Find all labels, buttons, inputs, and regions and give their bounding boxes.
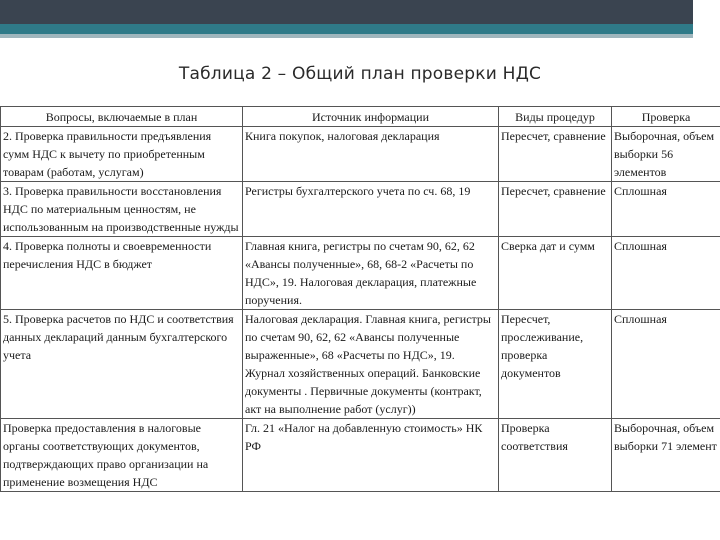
table-row: [1, 237, 720, 310]
column-header-questions: Вопросы, включаемые в план: [1, 107, 243, 127]
cell-source: Главная книга, регистры по счетам 90, 62, 62 «Авансы полученные», 68, 68-2 «Расчеты по НДС», 19. Налоговая декларация, платежные поручения.: [243, 237, 499, 310]
cell-procedure: Пересчет, сравнение: [499, 182, 612, 237]
table-row: [1, 127, 720, 182]
cell-question: 4. Проверка полноты и своевременности перечисления НДС в бюджет: [1, 237, 243, 310]
cell-question: 3. Проверка правильности восстановления НДС по материальным ценностям, не использованным на производственные нужды: [1, 182, 243, 237]
cell-question: 5. Проверка расчетов по НДС и соответствия данных деклараций данным бухгалтерского учета: [1, 310, 243, 419]
table-row: [1, 182, 720, 237]
cell-question: Проверка предоставления в налоговые органы соответствующих документов, подтверждающих право организации на применение возмещения НДС: [1, 419, 243, 492]
column-header-check: Проверка: [612, 107, 720, 127]
cell-procedure: Сверка дат и сумм: [499, 237, 612, 310]
cell-source: Книга покупок, налоговая декларация: [243, 127, 499, 182]
column-header-source: Источник информации: [243, 107, 499, 127]
cell-check: Сплошная: [612, 237, 720, 310]
cell-check: Сплошная: [612, 182, 720, 237]
cell-procedure: Пересчет, сравнение: [499, 127, 612, 182]
cell-procedure: Проверка соответствия: [499, 419, 612, 492]
cell-source: Налоговая декларация. Главная книга, регистры по счетам 90, 62, 62 «Авансы полученные выраженные», 68 «Расчеты по НДС», 19. Журнал хозяйственных операций. Банковские документы . Первичные документы (контракт, акт на выполнение работ (услуг)): [243, 310, 499, 419]
cell-check: Сплошная: [612, 310, 720, 419]
header-band-dark: [0, 0, 693, 24]
table-row: [1, 419, 720, 492]
cell-check: Выборочная, объем выборки 56 элементов: [612, 127, 720, 182]
column-header-procedures: Виды процедур: [499, 107, 612, 127]
table-row: [1, 310, 720, 419]
cell-question: 2. Проверка правильности предъявления сумм НДС к вычету по приобретенным товарам (работам, услугам): [1, 127, 243, 182]
cell-source: Гл. 21 «Налог на добавленную стоимость» НК РФ: [243, 419, 499, 492]
vat-audit-plan-table: [0, 106, 720, 492]
table-header-row: [1, 107, 720, 127]
header-decoration: [0, 0, 720, 38]
cell-source: Регистры бухгалтерского учета по сч. 68, 19: [243, 182, 499, 237]
header-band-teal: [0, 24, 693, 34]
cell-check: Выборочная, объем выборки 71 элемент: [612, 419, 720, 492]
cell-procedure: Пересчет, прослеживание, проверка документов: [499, 310, 612, 419]
slide-title: Таблица 2 – Общий план проверки НДС: [178, 64, 542, 84]
header-band-light: [0, 34, 693, 38]
